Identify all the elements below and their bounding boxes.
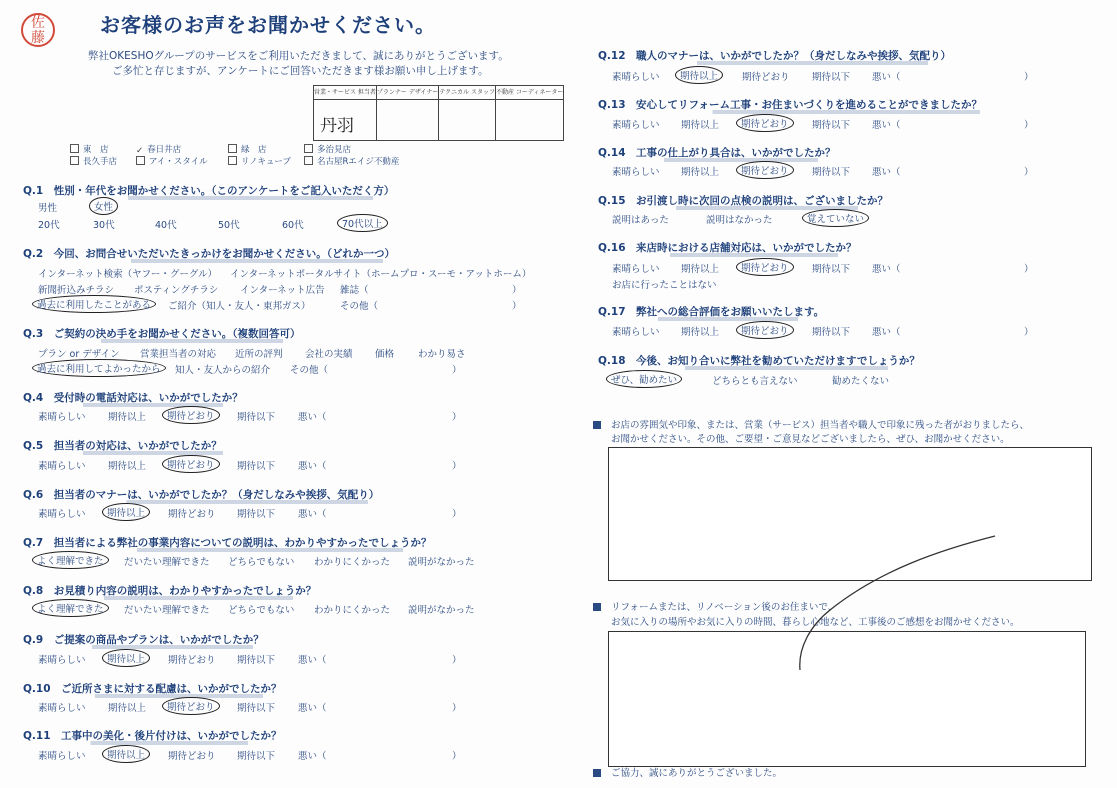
paren-close: ） — [1024, 327, 1034, 338]
q12-option[interactable]: 期待以下 — [812, 72, 851, 83]
page-title: お客様のお声をお聞かせください。 — [100, 13, 436, 37]
checkbox-icon — [228, 156, 237, 165]
pen-stroke-mark — [790, 530, 1010, 680]
q1-male-option[interactable]: 男性 — [38, 203, 58, 214]
q2-option[interactable]: インターネット検索（ヤフー・グーグル） — [38, 269, 218, 280]
q11-option[interactable]: 悪い（ — [298, 751, 327, 762]
paren-close: ） — [452, 412, 462, 423]
q10-option[interactable]: 期待以下 — [237, 703, 276, 714]
intro-line-2: ご多忙と存じますが、アンケートにご回答いただきます様お願い申し上げます。 — [112, 65, 489, 77]
q6-heading: Q.6 担当者のマナーは、いかがでしたか？（身だしなみや挨拶、気配り） — [23, 487, 368, 504]
q8-option[interactable]: わかりにくかった — [314, 605, 391, 616]
intro-line-1: 弊社OKESHOグループのサービスをご利用いただきまして、誠にありがとうございます。 — [88, 50, 509, 62]
paren-close: ） — [1024, 167, 1034, 178]
q2-option[interactable]: 新聞折込みチラシ — [38, 285, 115, 296]
q16-option[interactable]: 期待以上 — [681, 264, 720, 275]
q6-option[interactable]: 期待以下 — [237, 509, 276, 520]
q16-option-never-visited[interactable]: お店に行ったことはない — [612, 280, 717, 291]
q13-option[interactable]: 期待以上 — [681, 120, 720, 131]
q18-option-selected[interactable]: ぜひ、勧めたい — [606, 370, 682, 388]
square-bullet-icon — [593, 421, 601, 429]
q7-option[interactable]: 説明がなかった — [408, 557, 475, 568]
q7-heading: Q.7 担当者による弊社の事業内容についての説明は、わかりやすかったでしょうか？ — [23, 535, 403, 552]
q17-option-selected[interactable]: 期待どおり — [736, 321, 794, 339]
paren-close: ） — [512, 285, 522, 296]
q16-heading: Q.16 来店時における店舗対応は、いかがでしたか？ — [598, 240, 838, 257]
q16-option[interactable]: 素晴らしい — [612, 264, 660, 275]
paren-close: ） — [452, 365, 462, 376]
name-seal-stamp: 佐 藤 — [21, 13, 55, 47]
technical-signature-cell[interactable] — [439, 100, 496, 141]
q4-option-selected[interactable]: 期待どおり — [162, 406, 220, 424]
footer-thanks: ご協力、誠にありがとうございました。 — [593, 765, 782, 779]
q9-option-selected[interactable]: 期待以上 — [102, 649, 150, 667]
paren-close: ） — [1024, 72, 1034, 83]
q2-option[interactable]: 雑誌（ — [340, 285, 369, 296]
store-option[interactable]: リノキューブ — [228, 155, 291, 167]
q5-option-selected[interactable]: 期待どおり — [162, 455, 220, 473]
q2-option-selected[interactable]: 過去に利用したことがある — [32, 295, 156, 313]
q4-option[interactable]: 期待以下 — [237, 412, 276, 423]
paren-close: ） — [1024, 264, 1034, 275]
q13-option[interactable]: 素晴らしい — [612, 120, 660, 131]
q4-option[interactable]: 期待以上 — [108, 412, 147, 423]
paren-close: ） — [1024, 120, 1034, 131]
q9-option[interactable]: 素晴らしい — [38, 655, 86, 666]
q14-option[interactable]: 期待以下 — [812, 167, 851, 178]
paren-close: ） — [452, 655, 462, 666]
realestate-signature-cell[interactable] — [495, 100, 563, 141]
q9-option[interactable]: 期待どおり — [168, 655, 216, 666]
q7-option[interactable]: どちらでもない — [228, 557, 295, 568]
checkbox-icon — [70, 144, 79, 153]
q5-option[interactable]: 期待以上 — [108, 461, 147, 472]
checkbox-icon — [70, 156, 79, 165]
paren-close: ） — [452, 751, 462, 762]
q8-heading: Q.8 お見積り内容の説明は、わかりやすかったでしょうか？ — [23, 583, 293, 600]
checkbox-icon — [304, 156, 313, 165]
store-option[interactable]: 名古屋Rエイジ不動産 — [304, 155, 399, 167]
q14-option[interactable]: 期待以上 — [681, 167, 720, 178]
q7-option[interactable]: わかりにくかった — [314, 557, 391, 568]
comment2-prompt-line2: お気に入りの場所やお気に入りの時間、暮らし心地など、工事後のご感想をお聞かせください。 — [611, 617, 1020, 628]
square-bullet-icon — [593, 603, 601, 611]
q17-heading: Q.17 弊社への総合評価をお願いいたします。 — [598, 304, 798, 321]
store-option[interactable]: アイ・スタイル — [136, 155, 208, 167]
q3-option[interactable]: 営業担当者の対応 — [140, 349, 217, 360]
q8-option[interactable]: 説明がなかった — [408, 605, 475, 616]
q12-option[interactable]: 期待どおり — [742, 72, 790, 83]
q17-option[interactable]: 素晴らしい — [612, 327, 660, 338]
q2-option[interactable]: その他（ — [340, 301, 379, 312]
q10-option[interactable]: 悪い（ — [298, 703, 327, 714]
store-option[interactable]: 多治見店 — [304, 143, 351, 155]
paren-close: ） — [512, 301, 522, 312]
q11-heading: Q.11 工事中の美化・後片付けは、いかがでしたか？ — [23, 728, 248, 745]
comment1-prompt-line2: お聞かせください。その他、ご要望・ご意見などございましたら、ぜひ、お聞かせください。 — [611, 434, 1010, 445]
comment1-prompt-line1: お店の雰囲気や印象、または、営業（サービス）担当者や職人で印象に残った者がおりましたら、 — [593, 417, 1029, 431]
q3-option-selected[interactable]: 過去に利用してよかったから — [32, 359, 166, 377]
q1-age-option-selected[interactable]: 70代以上 — [337, 214, 388, 232]
q8-option[interactable]: だいたい理解できた — [124, 605, 210, 616]
staff-header-realestate: 不動産 コーディネーター — [495, 86, 563, 100]
square-bullet-icon — [593, 769, 601, 777]
q4-heading: Q.4 受付時の電話対応は、いかがでしたか？ — [23, 390, 223, 407]
q1-age-option[interactable]: 30代 — [93, 220, 115, 231]
q1-female-option[interactable]: 女性 — [89, 197, 118, 215]
q18-heading: Q.18 今後、お知り合いに弊社を勧めていただけますでしょうか？ — [598, 353, 888, 370]
q3-option[interactable]: 価格 — [375, 349, 395, 360]
q8-option[interactable]: どちらでもない — [228, 605, 295, 616]
q11-option-selected[interactable]: 期待以上 — [102, 745, 150, 763]
q15-option[interactable]: 説明はあった — [612, 215, 669, 226]
q2-option[interactable]: インターネット広告 — [240, 285, 325, 296]
q4-option[interactable]: 素晴らしい — [38, 412, 86, 423]
q6-option[interactable]: 期待どおり — [168, 509, 216, 520]
q1-age-option[interactable]: 40代 — [155, 220, 177, 231]
q6-option-selected[interactable]: 期待以上 — [102, 503, 150, 521]
q13-option[interactable]: 期待以下 — [812, 120, 851, 131]
q12-option[interactable]: 悪い（ — [872, 72, 901, 83]
q6-option[interactable]: 素晴らしい — [38, 509, 86, 520]
q6-option[interactable]: 悪い（ — [298, 509, 327, 520]
q13-heading: Q.13 安心してリフォーム工事・お住まいづくりを進めることができましたか？ — [598, 97, 980, 114]
q10-option-selected[interactable]: 期待どおり — [162, 697, 220, 715]
q1-age-option[interactable]: 50代 — [218, 220, 240, 231]
q8-option-selected[interactable]: よく理解できた — [32, 599, 109, 617]
q3-option[interactable]: 会社の実績 — [305, 349, 353, 360]
q14-option-selected[interactable]: 期待どおり — [736, 161, 794, 179]
q5-heading: Q.5 担当者の対応は、いかがでしたか？ — [23, 438, 223, 455]
q5-option[interactable]: 悪い（ — [298, 461, 327, 472]
q17-option[interactable]: 期待以下 — [812, 327, 851, 338]
q15-option[interactable]: 説明はなかった — [706, 215, 773, 226]
q12-option[interactable]: 素晴らしい — [612, 72, 660, 83]
q2-option[interactable]: ご紹介（知人・友人・東邦ガス） — [168, 301, 311, 312]
q7-option[interactable]: だいたい理解できた — [124, 557, 210, 568]
staff-signature-cell[interactable] — [314, 100, 377, 141]
q13-option[interactable]: 悪い（ — [872, 120, 901, 131]
q15-option-selected[interactable]: 覚えていない — [802, 209, 869, 227]
q2-heading: Q.2 今回、お問合せいただいたきっかけをお聞かせください。（どれか一つ） — [23, 246, 383, 263]
q10-option[interactable]: 期待以上 — [108, 703, 147, 714]
q7-option-selected[interactable]: よく理解できた — [32, 551, 109, 569]
q5-option[interactable]: 素晴らしい — [38, 461, 86, 472]
q13-option-selected[interactable]: 期待どおり — [736, 114, 794, 132]
q11-option[interactable]: 素晴らしい — [38, 751, 86, 762]
q3-option[interactable]: プラン or デザイン — [38, 349, 120, 360]
q4-option[interactable]: 悪い（ — [298, 412, 327, 423]
planner-signature-cell[interactable] — [376, 100, 439, 141]
q9-heading: Q.9 ご提案の商品やプランは、いかがでしたか？ — [23, 632, 253, 649]
store-option[interactable]: 緑 店 — [228, 143, 267, 155]
q14-heading: Q.14 工事の仕上がり具合は、いかがでしたか？ — [598, 145, 818, 162]
q17-option[interactable]: 悪い（ — [872, 327, 901, 338]
q12-option-selected[interactable]: 期待以上 — [675, 66, 723, 84]
q10-option[interactable]: 素晴らしい — [38, 703, 86, 714]
q3-option[interactable]: 知人・友人からの紹介 — [175, 365, 271, 376]
q3-heading: Q.3 ご契約の決め手をお聞かせください。（複数回答可） — [23, 326, 283, 343]
store-option-selected[interactable]: ✓ 春日井店 — [136, 145, 182, 156]
checkbox-icon — [136, 156, 145, 165]
checkbox-icon — [228, 144, 237, 153]
q18-option[interactable]: 勧めたくない — [832, 376, 890, 387]
q1-age-option[interactable]: 20代 — [38, 220, 60, 231]
q16-option[interactable]: 期待以下 — [812, 264, 851, 275]
q16-option-selected[interactable]: 期待どおり — [736, 258, 794, 276]
q2-option[interactable]: ポスティングチラシ — [134, 285, 219, 296]
checkmark-icon: ✓ — [136, 146, 144, 156]
paren-close: ） — [452, 461, 462, 472]
q15-heading: Q.15 お引渡し時に次回の点検の説明は、ございましたか？ — [598, 193, 858, 210]
q3-option[interactable]: その他（ — [290, 365, 329, 376]
q3-option[interactable]: 近所の評判 — [235, 349, 283, 360]
q5-option[interactable]: 期待以下 — [237, 461, 276, 472]
q12-heading: Q.12 職人のマナーは、いかがでしたか？（身だしなみや挨拶、気配り） — [598, 48, 928, 65]
q10-heading: Q.10 ご近所さまに対する配慮は、いかがでしたか？ — [23, 681, 263, 698]
q11-option[interactable]: 期待以下 — [237, 751, 276, 762]
store-option[interactable]: 東 店 — [70, 143, 109, 155]
q1-heading: Q.1 性別・年代をお聞かせください。（このアンケートをご記入いただく方） — [23, 183, 373, 200]
staff-header-technical: テクニカル スタッフ — [439, 86, 496, 100]
q14-option[interactable]: 悪い（ — [872, 167, 901, 178]
paren-close: ） — [452, 703, 462, 714]
q3-option[interactable]: わかり易さ — [418, 349, 466, 360]
checkbox-icon — [304, 144, 313, 153]
q1-age-option[interactable]: 60代 — [282, 220, 304, 231]
q17-option[interactable]: 期待以上 — [681, 327, 720, 338]
q9-option[interactable]: 悪い（ — [298, 655, 327, 666]
comment2-prompt-line1: リフォームまたは、リノベーション後のお住まいで、 — [593, 599, 837, 613]
staff-header-planner: プランナー デザイナー — [376, 86, 439, 100]
store-option[interactable]: 長久手店 — [70, 155, 117, 167]
q11-option[interactable]: 期待どおり — [168, 751, 216, 762]
staff-header-sales: 営業・サービス 担当者 — [314, 86, 377, 100]
q9-option[interactable]: 期待以下 — [237, 655, 276, 666]
q16-option[interactable]: 悪い（ — [872, 264, 901, 275]
q2-option[interactable]: インターネットポータルサイト（ホームプロ・スーモ・アットホーム） — [230, 269, 532, 280]
staff-signature-table — [313, 85, 564, 141]
q14-option[interactable]: 素晴らしい — [612, 167, 660, 178]
q18-option[interactable]: どちらとも言えない — [712, 376, 798, 387]
staff-signature: 丹羽 — [320, 116, 354, 136]
paren-close: ） — [452, 509, 462, 520]
